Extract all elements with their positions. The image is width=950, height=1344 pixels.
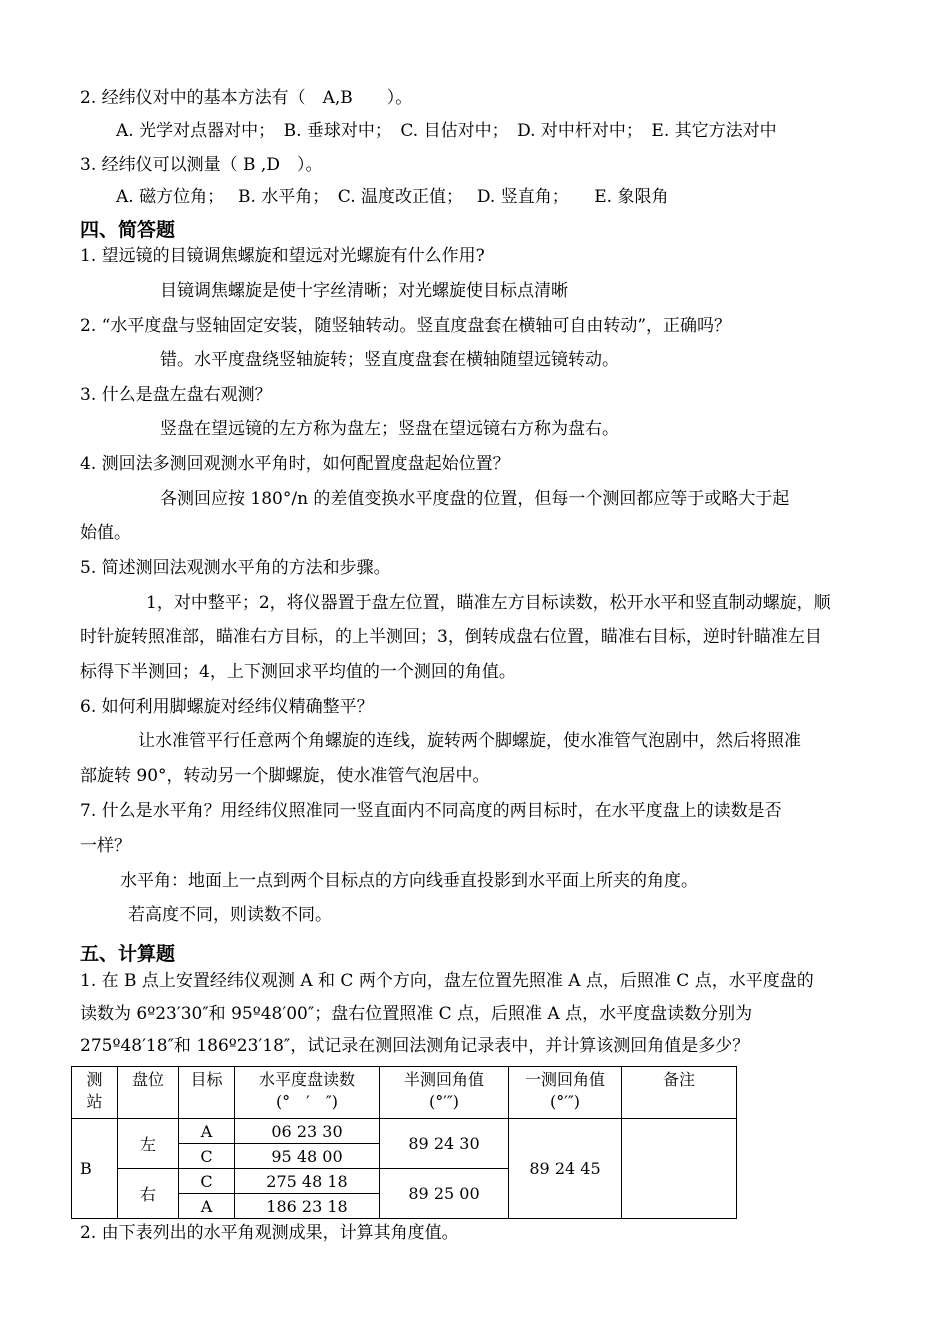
short-question-3: 3. 什么是盘左盘右观测？ [80,385,272,405]
full-round-cell: 89 24 45 [509,1119,622,1219]
short-answer-5-line-1: 1，对中整平；2，将仪器置于盘左位置，瞄准左方目标读数，松开水平和竖直制动螺旋，顺 [146,593,831,613]
half-round-right-cell: 89 25 00 [380,1169,509,1219]
table-row [72,1119,737,1144]
question-3: 3. 经纬仪可以测量（ B ,D ）。 [80,155,323,175]
header-target: 目标 [179,1067,235,1119]
calc-question-1-line-3: 275º48′18″和 186º23′18″，试记录在测回法测角记录表中，并计算该测回角值是多少？ [80,1036,750,1056]
short-answer-6-line-2: 部旋转 90°，转动另一个脚螺旋，使水准管气泡居中。 [80,766,490,786]
short-question-6: 6. 如何利用脚螺旋对经纬仪精确整平？ [80,697,374,717]
header-face: 盘位 [118,1067,179,1119]
short-answer-6-line-1: 让水准管平行任意两个角螺旋的连线，旋转两个脚螺旋，使水准管气泡剧中，然后将照准 [138,731,801,751]
header-full-round-line-1: 一测回角值 [524,1070,605,1089]
calc-question-2: 2. 由下表列出的水平角观测成果，计算其角度值。 [80,1223,459,1243]
header-reading-line-1: 水平度盘读数 [258,1070,355,1089]
short-answer-7-line-2: 若高度不同，则读数不同。 [128,905,332,925]
face-right-cell: 右 [118,1169,179,1219]
short-answer-2: 错。水平度盘绕竖轴旋转；竖直度盘套在横轴随望远镜转动。 [160,350,619,370]
target-cell: C [179,1169,235,1194]
short-question-1: 1. 望远镜的目镜调焦螺旋和望远对光螺旋有什么作用? [80,246,485,266]
section-heading-calculation: 五、计算题 [80,943,176,965]
reading-cell: 95 48 00 [235,1144,380,1169]
short-answer-5-line-2: 时针旋转照准部，瞄准右方目标，的上半测回；3，倒转成盘右位置，瞄准右目标，逆时针瞄准左目 [80,627,822,647]
reading-cell: 275 48 18 [235,1169,380,1194]
short-question-2: 2. “水平度盘与竖轴固定安装，随竖轴转动。竖直度盘套在横轴可自由转动”，正确吗？ [80,316,732,336]
calc-question-1-line-2: 读数为 6º23′30″和 95º48′00″；盘右位置照准 C 点，后照准 A 点，水平度盘读数分别为 [80,1004,753,1024]
header-station-line-1: 测 [86,1070,103,1089]
target-cell: A [179,1194,235,1219]
section-heading-short-answer: 四、简答题 [80,219,176,241]
question-2-options: A. 光学对点器对中； B. 垂球对中； C. 目估对中； D. 对中杆对中； E. 其它方法对中 [116,121,777,141]
face-left-cell: 左 [118,1119,179,1169]
short-question-5: 5. 简述测回法观测水平角的方法和步骤。 [80,558,391,578]
header-note: 备注 [622,1067,737,1119]
target-cell: C [179,1144,235,1169]
header-full-round [509,1067,622,1119]
reading-cell: 06 23 30 [235,1119,380,1144]
target-cell: A [179,1119,235,1144]
header-half-round-line-2: (°′″) [428,1092,460,1111]
question-2: 2. 经纬仪对中的基本方法有（ A,B ）。 [80,88,413,108]
angle-record-table [71,1066,737,1219]
header-full-round-line-2: (°′″) [549,1092,581,1111]
half-round-left-cell: 89 24 30 [380,1119,509,1169]
header-half-round [380,1067,509,1119]
header-station-line-2: 站 [86,1092,103,1111]
short-answer-4-line-1: 各测回应按 180°/n 的差值变换水平度盘的位置，但每一个测回都应等于或略大于起 [160,489,790,509]
note-cell [622,1119,737,1219]
calc-question-1-line-1: 1. 在 B 点上安置经纬仪观测 A 和 C 两个方向，盘左位置先照准 A 点，后照准 C 点，水平度盘的 [80,971,814,991]
table-header-row [72,1067,737,1119]
short-answer-4-line-2: 始值。 [80,523,131,543]
header-half-round-line-1: 半测回角值 [403,1070,484,1089]
short-answer-1: 目镜调焦螺旋是使十字丝清晰；对光螺旋使目标点清晰 [160,281,568,301]
short-question-7-line-2: 一样？ [80,836,131,856]
header-reading-line-2: (° ′ ″) [275,1092,339,1111]
short-question-4: 4. 测回法多测回观测水平角时，如何配置度盘起始位置？ [80,454,510,474]
header-reading [235,1067,380,1119]
short-answer-7-line-1: 水平角：地面上一点到两个目标点的方向线垂直投影到水平面上所夹的角度。 [120,871,698,891]
short-answer-3: 竖盘在望远镜的左方称为盘左；竖盘在望远镜右方称为盘右。 [160,419,619,439]
question-3-options: A. 磁方位角； B. 水平角； C. 温度改正值； D. 竖直角； E. 象限角 [116,187,669,207]
header-station [72,1067,118,1119]
reading-cell: 186 23 18 [235,1194,380,1219]
short-answer-5-line-3: 标得下半测回；4，上下测回求平均值的一个测回的角值。 [80,662,516,682]
short-question-7-line-1: 7. 什么是水平角？用经纬仪照准同一竖直面内不同高度的两目标时，在水平度盘上的读数是否 [80,801,782,821]
station-cell: B [72,1119,118,1219]
